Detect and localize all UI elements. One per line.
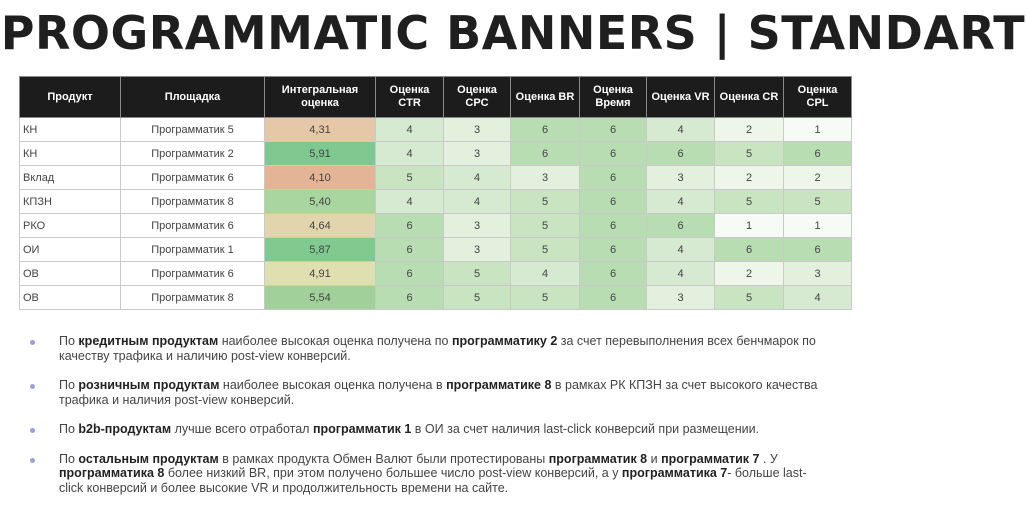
- platform-cell: Программатик 8: [121, 286, 265, 310]
- br-score-cell: 5: [511, 190, 580, 214]
- time-score-cell: 6: [580, 190, 647, 214]
- highlight-text: программатик 1: [312, 422, 412, 436]
- finding-text: По: [59, 451, 79, 466]
- cr-score-cell: 2: [715, 262, 784, 286]
- table-row: [20, 262, 852, 286]
- table-row: [20, 166, 852, 190]
- vr-score-cell: 4: [647, 190, 715, 214]
- header-product: Продукт: [20, 77, 121, 118]
- vr-score-cell: 3: [647, 166, 715, 190]
- integral-score-cell: 4,31: [265, 118, 376, 142]
- product-cell: ОВ: [20, 262, 121, 286]
- ctr-score-cell: 6: [376, 238, 444, 262]
- cpc-score-cell: 4: [444, 166, 511, 190]
- br-score-cell: 5: [511, 214, 580, 238]
- br-score-cell: 5: [511, 238, 580, 262]
- table-row: [20, 286, 852, 310]
- platform-cell: Программатик 8: [121, 190, 265, 214]
- platform-cell: Программатик 2: [121, 142, 265, 166]
- vr-score-cell: 3: [647, 286, 715, 310]
- highlight-text: программатике 8: [446, 378, 552, 392]
- finding-text: По: [59, 422, 79, 436]
- time-score-cell: 6: [580, 262, 647, 286]
- ctr-score-cell: 4: [376, 118, 444, 142]
- integral-score-cell: 4,91: [265, 262, 376, 286]
- cr-score-cell: 2: [715, 166, 784, 190]
- cr-score-cell: 6: [715, 238, 784, 262]
- cpc-score-cell: 4: [444, 190, 511, 214]
- table-header-row: [20, 77, 852, 118]
- highlight-text: розничным продуктам: [78, 378, 220, 392]
- findings-list: [28, 334, 828, 495]
- platform-cell: Программатик 6: [121, 166, 265, 190]
- product-cell: ОВ: [20, 286, 121, 310]
- header-vr: Оценка VR: [647, 77, 715, 118]
- product-cell: КПЗН: [20, 190, 121, 214]
- integral-score-cell: 4,64: [265, 214, 376, 238]
- highlight-text: программатик 8: [548, 451, 648, 466]
- page-title: PROGRAMMATIC BANNERS | STANDART: [0, 6, 1026, 60]
- vr-score-cell: 4: [647, 238, 715, 262]
- table-row: [20, 142, 852, 166]
- cpl-score-cell: 1: [784, 118, 852, 142]
- platform-cell: Программатик 6: [121, 214, 265, 238]
- header-cr: Оценка CR: [715, 77, 784, 118]
- cpl-score-cell: 1: [784, 214, 852, 238]
- finding-text: По: [59, 378, 79, 392]
- table-row: [20, 238, 852, 262]
- time-score-cell: 6: [580, 286, 647, 310]
- highlight-text: b2b-продуктам: [78, 422, 172, 436]
- table-row: [20, 118, 852, 142]
- cr-score-cell: 2: [715, 118, 784, 142]
- br-score-cell: 4: [511, 262, 580, 286]
- ctr-score-cell: 4: [376, 190, 444, 214]
- cpc-score-cell: 3: [444, 238, 511, 262]
- cpc-score-cell: 5: [444, 262, 511, 286]
- finding-text: за счет перевыполнения всех бенчмарок по качеству трафика и наличию post-view конверсий.: [59, 334, 816, 363]
- finding-text: и: [647, 451, 662, 466]
- ctr-score-cell: 6: [376, 286, 444, 310]
- platform-cell: Программатик 5: [121, 118, 265, 142]
- finding-text: более низкий BR, при этом получено большее число post-view конверсий, а у: [164, 466, 622, 480]
- finding-item: [28, 334, 828, 363]
- ctr-score-cell: 4: [376, 142, 444, 166]
- finding-item: [28, 378, 828, 407]
- finding-text: . У: [759, 451, 778, 466]
- br-score-cell: 6: [511, 118, 580, 142]
- cr-score-cell: 1: [715, 214, 784, 238]
- finding-text: - больше last-click конверсий и более высокие VR и продолжительность времени на сайте.: [59, 466, 807, 495]
- highlight-text: остальным продуктам: [78, 451, 219, 466]
- vr-score-cell: 4: [647, 262, 715, 286]
- time-score-cell: 6: [580, 238, 647, 262]
- header-ctr: Оценка CTR: [376, 77, 444, 118]
- cpc-score-cell: 3: [444, 142, 511, 166]
- header-cpc: Оценка CPC: [444, 77, 511, 118]
- br-score-cell: 6: [511, 142, 580, 166]
- cpl-score-cell: 2: [784, 166, 852, 190]
- finding-text: лучше всего отработал: [171, 422, 313, 436]
- product-cell: Вклад: [20, 166, 121, 190]
- product-cell: РКО: [20, 214, 121, 238]
- cpl-score-cell: 5: [784, 190, 852, 214]
- integral-score-cell: 5,91: [265, 142, 376, 166]
- cpl-score-cell: 6: [784, 238, 852, 262]
- product-cell: ОИ: [20, 238, 121, 262]
- time-score-cell: 6: [580, 142, 647, 166]
- cpl-score-cell: 3: [784, 262, 852, 286]
- integral-score-cell: 5,54: [265, 286, 376, 310]
- finding-text: в ОИ за счет наличия last-click конверсий при размещении.: [411, 422, 760, 436]
- finding-item: [28, 422, 828, 437]
- header-br: Оценка BR: [511, 77, 580, 118]
- scores-table: [19, 76, 852, 310]
- cr-score-cell: 5: [715, 286, 784, 310]
- ctr-score-cell: 5: [376, 166, 444, 190]
- highlight-text: программатик 7: [661, 451, 760, 466]
- cpl-score-cell: 4: [784, 286, 852, 310]
- highlight-text: программатика 8: [59, 466, 165, 480]
- finding-text: наиболее высокая оценка получена по: [218, 334, 452, 348]
- finding-text: наиболее высокая оценка получена в: [219, 378, 447, 392]
- platform-cell: Программатик 1: [121, 238, 265, 262]
- finding-item: [28, 452, 828, 496]
- cr-score-cell: 5: [715, 142, 784, 166]
- product-cell: КН: [20, 142, 121, 166]
- cpc-score-cell: 3: [444, 214, 511, 238]
- header-platform: Площадка: [121, 77, 265, 118]
- platform-cell: Программатик 6: [121, 262, 265, 286]
- integral-score-cell: 5,87: [265, 238, 376, 262]
- table-row: [20, 214, 852, 238]
- highlight-text: программатика 7: [621, 466, 728, 480]
- finding-text: По: [59, 334, 79, 348]
- ctr-score-cell: 6: [376, 262, 444, 286]
- header-cpl: Оценка CPL: [784, 77, 852, 118]
- cr-score-cell: 5: [715, 190, 784, 214]
- br-score-cell: 3: [511, 166, 580, 190]
- table-row: [20, 190, 852, 214]
- time-score-cell: 6: [580, 118, 647, 142]
- integral-score-cell: 5,40: [265, 190, 376, 214]
- vr-score-cell: 4: [647, 118, 715, 142]
- br-score-cell: 5: [511, 286, 580, 310]
- finding-text: в рамках продукта Обмен Валют были протестированы: [218, 451, 549, 466]
- header-integral: Интегральная оценка: [265, 77, 376, 118]
- vr-score-cell: 6: [647, 214, 715, 238]
- integral-score-cell: 4,10: [265, 166, 376, 190]
- time-score-cell: 6: [580, 214, 647, 238]
- highlight-text: программатику 2: [451, 334, 558, 348]
- cpc-score-cell: 5: [444, 286, 511, 310]
- cpl-score-cell: 6: [784, 142, 852, 166]
- cpc-score-cell: 3: [444, 118, 511, 142]
- finding-text: в рамках РК КПЗН за счет высокого качества трафика и наличия post-view конверсий.: [59, 378, 818, 407]
- ctr-score-cell: 6: [376, 214, 444, 238]
- vr-score-cell: 6: [647, 142, 715, 166]
- time-score-cell: 6: [580, 166, 647, 190]
- product-cell: КН: [20, 118, 121, 142]
- header-time: Оценка Время: [580, 77, 647, 118]
- highlight-text: кредитным продуктам: [78, 334, 219, 348]
